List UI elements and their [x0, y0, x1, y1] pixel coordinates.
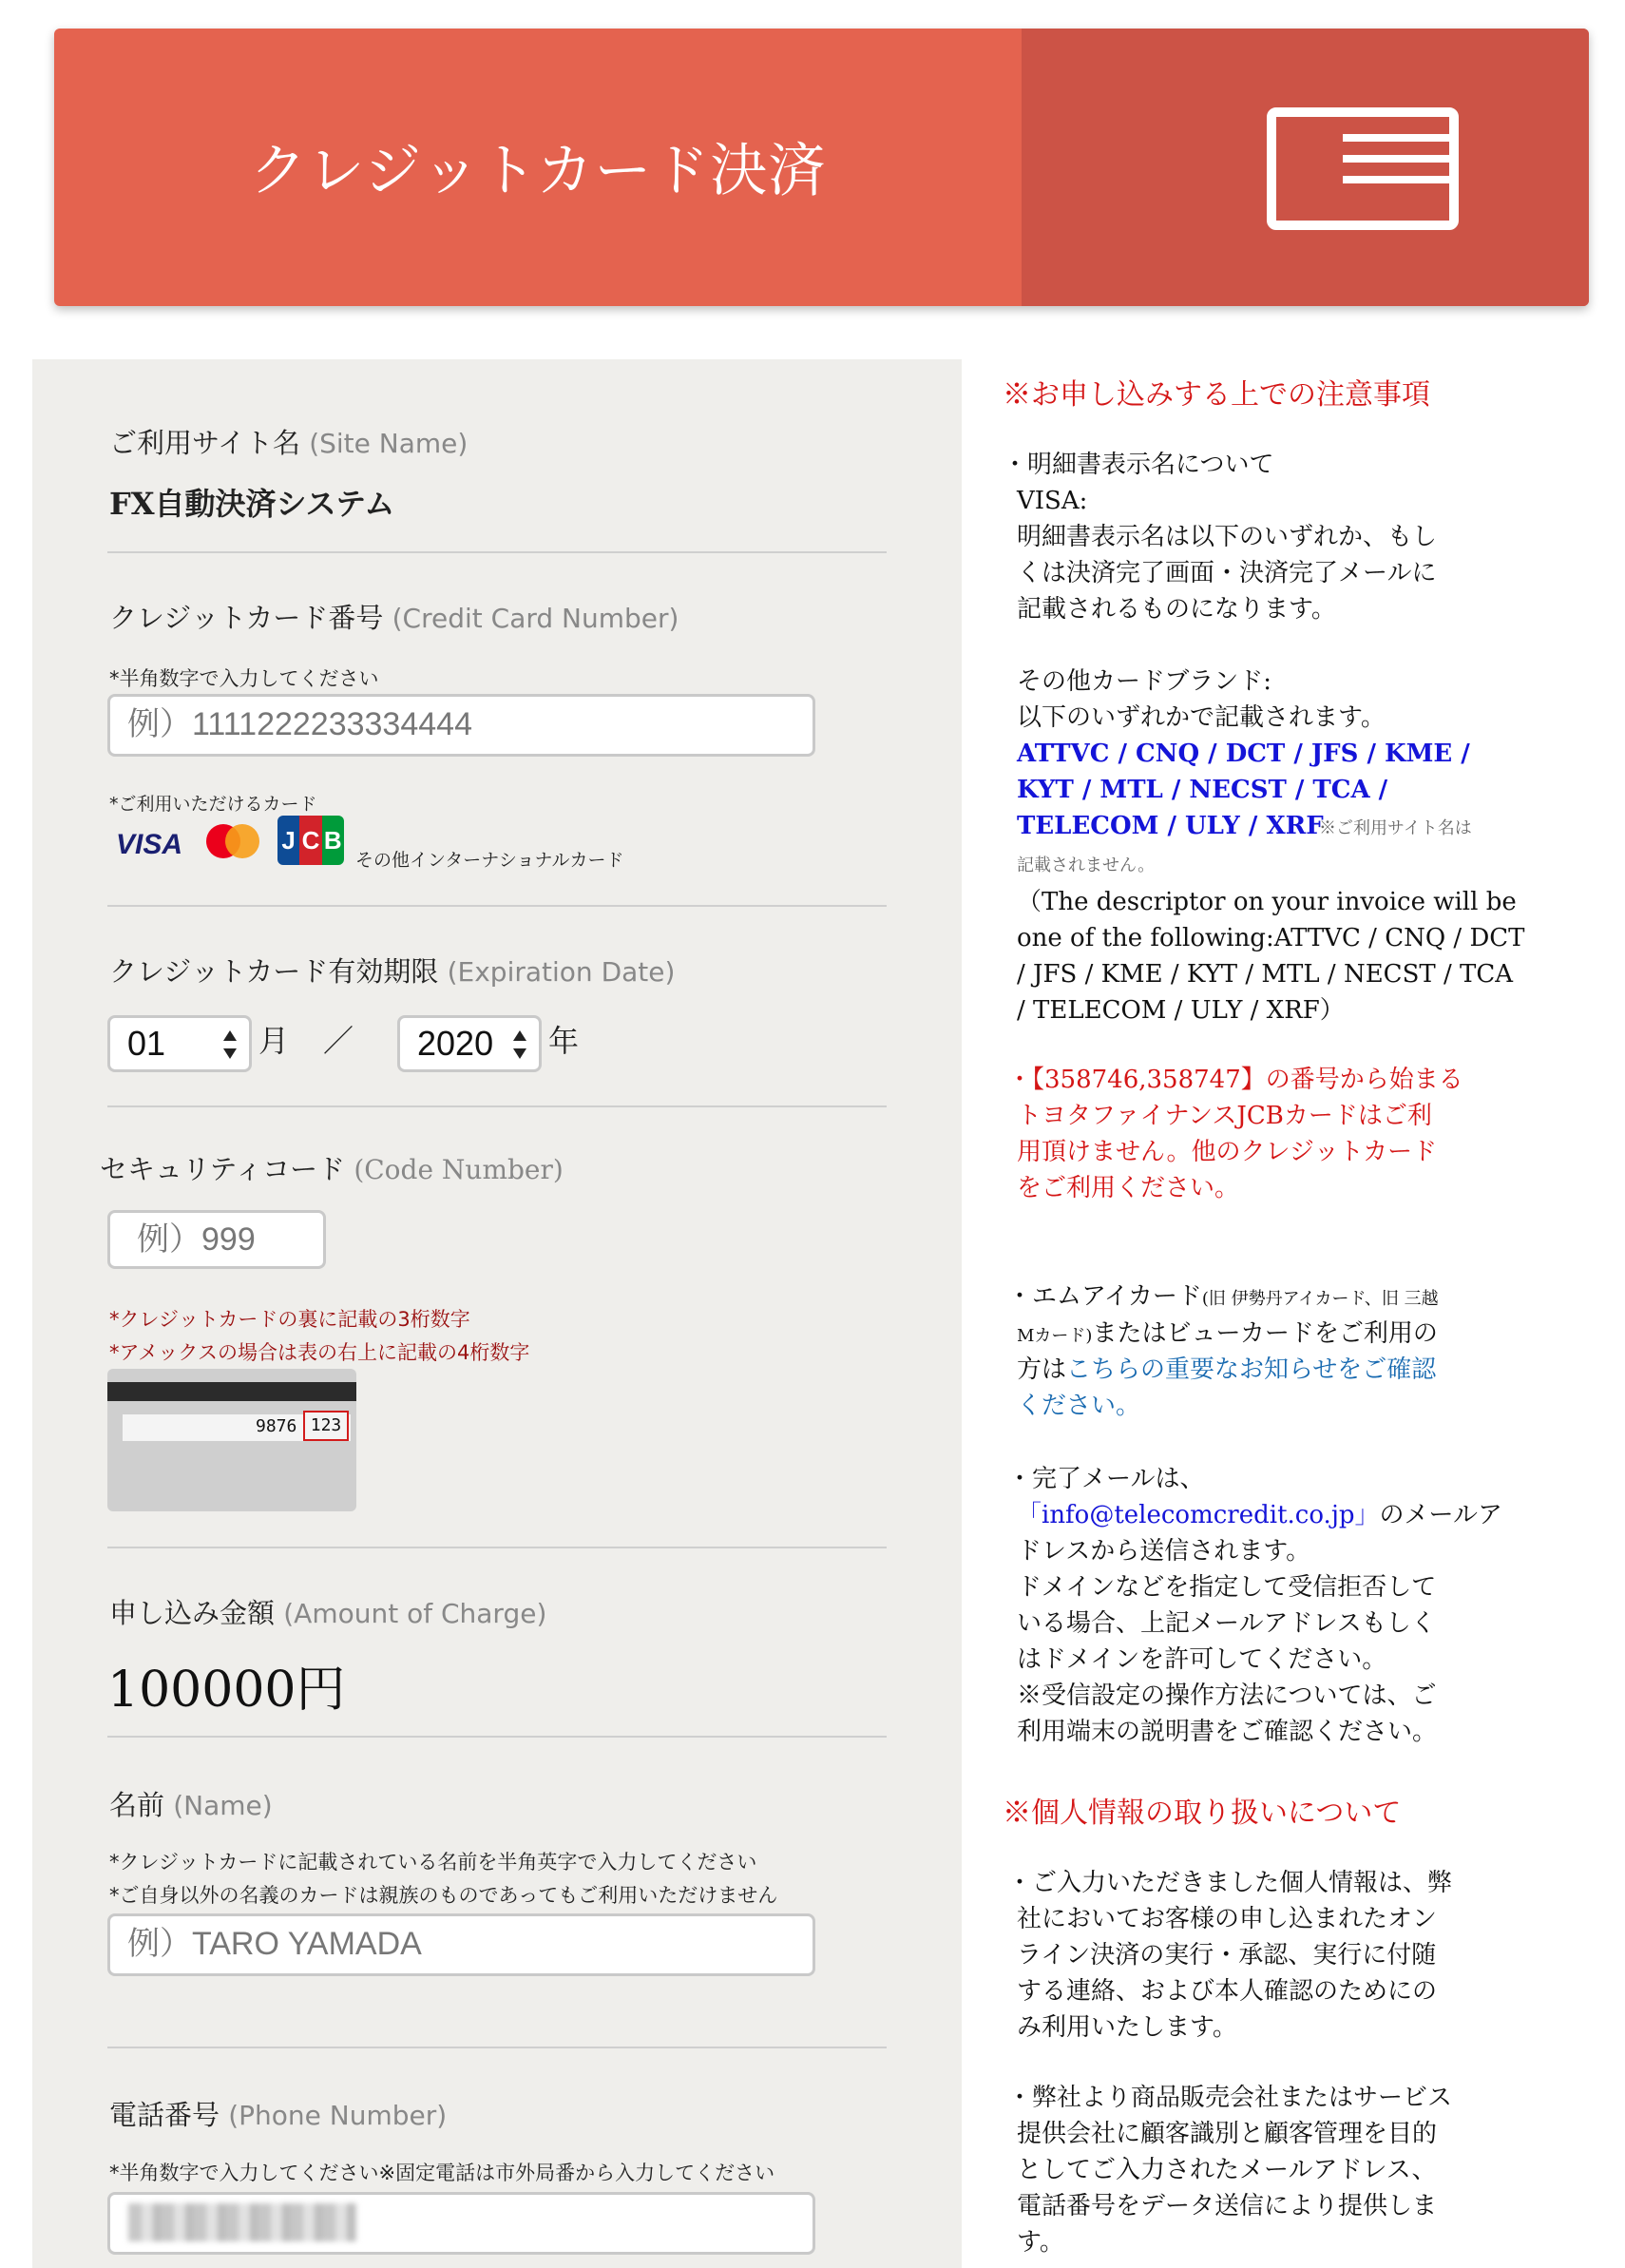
page-title: クレジットカード決済: [249, 138, 827, 204]
jcb-logo: [277, 816, 344, 865]
jcb-warning: トヨタファイナンスJCBカードはご利: [1017, 1102, 1432, 1130]
descriptor-english: / TELECOM / ULY / XRF）: [1017, 996, 1345, 1025]
phone-note: *半角数字で入力してください※固定電話は市外局番から入力してください: [109, 2162, 775, 2184]
page-header: [54, 29, 1589, 306]
visa-logo: VISA: [116, 829, 183, 860]
name-note-romaji: *クレジットカードに記載されている名前を半角英字で入力してください: [109, 1851, 757, 1874]
name-label: 名前 (Name): [109, 1789, 273, 1821]
descriptor-list: KYT / MTL / NECST / TCA /: [1017, 776, 1388, 804]
select-arrows-icon: [220, 1028, 239, 1062]
mail-notice: ドレスから送信されます。: [1017, 1537, 1311, 1566]
expiry-year-select[interactable]: 2020: [397, 1015, 542, 1072]
divider: [107, 1736, 887, 1738]
mail-notice: 「info@telecomcredit.co.jp」のメールア: [1017, 1501, 1503, 1529]
expiry-label: クレジットカード有効期限 (Expiration Date): [109, 955, 676, 988]
privacy-text: ・ご入力いただきました個人情報は、弊: [1007, 1869, 1453, 1897]
cvc-sample-image: [107, 1369, 356, 1511]
security-code-label: セキュリティコード (Code Number): [100, 1153, 564, 1185]
divider: [107, 551, 887, 553]
notice-line: その他カードブランド:: [1017, 667, 1271, 696]
magnetic-strip: [107, 1382, 356, 1401]
mail-notice: ドメインなどを指定して受信拒否して: [1017, 1573, 1437, 1602]
other-cards-label: その他インターナショナルカード: [355, 850, 624, 871]
phone-value-redacted: [128, 2203, 356, 2241]
security-note-3digit: *クレジットカードの裏に記載の3桁数字: [109, 1308, 470, 1331]
site-name-label: ご利用サイト名 (Site Name): [109, 427, 468, 459]
notice-line: 以下のいずれかで記載されます。: [1017, 703, 1386, 732]
expiry-month-select[interactable]: 01: [107, 1015, 252, 1072]
mi-card-notice: ・エムアイカード(旧 伊勢丹アイカード、旧 三越: [1007, 1282, 1439, 1311]
privacy-text: ライン決済の実行・承認、実行に付随: [1017, 1941, 1437, 1970]
descriptor-note: 記載されません。: [1017, 855, 1156, 875]
mail-notice: ※受信設定の操作方法については、ご: [1017, 1682, 1437, 1710]
card-number-note: *半角数字で入力してください: [109, 667, 379, 690]
site-name-value: FX自動決済システム: [109, 486, 395, 522]
credit-card-icon: [1267, 107, 1459, 230]
notice-line: VISA:: [1017, 487, 1088, 515]
name-note-own-card: *ご自身以外の名義のカードは親族のものであってもご利用いただけません: [109, 1884, 778, 1907]
jcb-letter: C: [299, 816, 321, 865]
privacy-text: 提供会社に顧客識別と顧客管理を目的: [1017, 2120, 1438, 2148]
mail-notice: はドメインを許可してください。: [1017, 1645, 1387, 1674]
descriptor-list: ATTVC / CNQ / DCT / JFS / KME /: [1017, 740, 1470, 768]
privacy-text: ・弊社より商品販売会社またはサービス: [1007, 2084, 1453, 2112]
jcb-letter: B: [322, 816, 344, 865]
mi-card-notice: Mカード)またはビューカードをご利用の: [1017, 1319, 1438, 1348]
phone-label: 電話番号 (Phone Number): [109, 2099, 448, 2131]
sample-cvv: 123: [303, 1411, 349, 1441]
privacy-text: す。: [1017, 2228, 1064, 2257]
privacy-text: み利用いたします。: [1017, 2013, 1237, 2042]
jcb-warning: をご利用ください。: [1017, 1174, 1240, 1202]
important-notice-link[interactable]: こちらの重要なお知らせをご確認: [1066, 1355, 1437, 1384]
amount-value: 100000円: [107, 1662, 346, 1719]
privacy-text: 電話番号をデータ送信により提供しま: [1017, 2192, 1438, 2220]
support-email-link[interactable]: 「info@telecomcredit.co.jp」: [1017, 1501, 1380, 1529]
privacy-heading: ※個人情報の取り扱いについて: [1003, 1797, 1402, 1830]
descriptor-english: / JFS / KME / KYT / MTL / NECST / TCA: [1017, 960, 1514, 989]
descriptor-note: ※ご利用サイト名は: [1319, 818, 1472, 838]
amount-label: 申し込み金額 (Amount of Charge): [109, 1597, 547, 1629]
privacy-text: する連絡、および本人確認のためにの: [1017, 1977, 1438, 2006]
mail-notice: ・完了メールは、: [1007, 1465, 1205, 1493]
important-notice-link[interactable]: ください。: [1017, 1392, 1141, 1420]
divider: [107, 1547, 887, 1548]
year-unit: 年: [548, 1023, 580, 1059]
security-code-input[interactable]: 例）999: [107, 1210, 326, 1269]
month-unit: 月: [258, 1023, 290, 1059]
divider: [107, 2047, 887, 2048]
security-note-amex: *アメックスの場合は表の右上に記載の4桁数字: [109, 1341, 530, 1364]
accepted-cards-label: *ご利用いただけるカード: [109, 794, 317, 815]
name-input[interactable]: 例）TARO YAMADA: [107, 1913, 815, 1976]
mi-card-notice: 方はこちらの重要なお知らせをご確認: [1017, 1355, 1437, 1384]
notice-heading: ※お申し込みする上での注意事項: [1003, 378, 1430, 412]
privacy-text: 社においてお客様の申し込まれたオン: [1017, 1905, 1438, 1933]
notice-line: 明細書表示名は以下のいずれか、もし: [1017, 523, 1438, 551]
jcb-warning: 用頂けません。他のクレジットカード: [1017, 1138, 1438, 1166]
descriptor-english: one of the following:ATTVC / CNQ / DCT: [1017, 924, 1525, 952]
date-separator: ／: [323, 1023, 354, 1059]
descriptor-english: （The descriptor on your invoice will be: [1017, 888, 1517, 916]
privacy-text: としてご入力されたメールアドレス、: [1017, 2156, 1437, 2184]
notice-line: ・明細書表示名について: [1003, 451, 1274, 479]
divider: [107, 905, 887, 907]
notice-line: くは決済完了画面・決済完了メールに: [1017, 559, 1437, 587]
sample-card-digits: 9876: [256, 1416, 297, 1436]
mail-notice: 利用端末の説明書をご確認ください。: [1017, 1718, 1438, 1746]
select-arrows-icon: [510, 1028, 529, 1062]
notice-line: 記載されるものになります。: [1017, 595, 1336, 624]
card-number-input[interactable]: 例）1111222233334444: [107, 694, 815, 757]
card-number-label: クレジットカード番号 (Credit Card Number): [109, 602, 679, 634]
mastercard-logo: [201, 822, 264, 860]
jcb-letter: J: [277, 816, 299, 865]
jcb-warning: ・【358746,358747】の番号から始まる: [1007, 1066, 1463, 1094]
divider: [107, 1105, 887, 1107]
mail-notice: いる場合、上記メールアドレスもしく: [1017, 1609, 1436, 1638]
descriptor-list: TELECOM / ULY / XRF: [1017, 812, 1324, 840]
